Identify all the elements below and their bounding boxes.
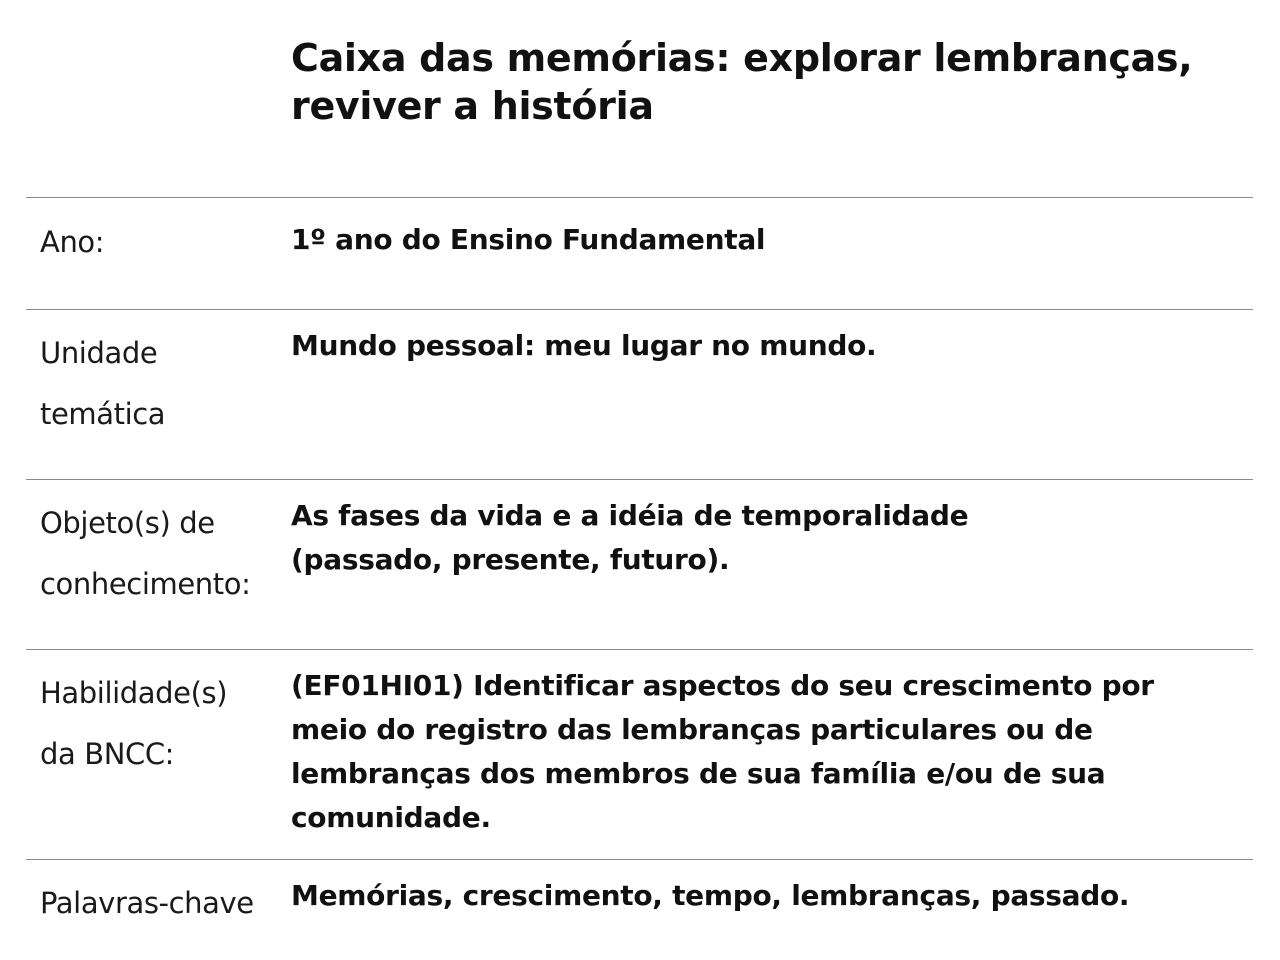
row-label	[40, 493, 280, 615]
label-line: Palavras-chave	[40, 886, 254, 920]
label-line: Objeto(s) de	[40, 506, 215, 540]
row-objetos-de-conhecimento	[26, 479, 1253, 650]
row-unidade-tematica	[26, 309, 1253, 480]
label-line: conhecimento:	[40, 567, 251, 601]
row-palavras-chave	[26, 859, 1253, 960]
value-line: meio do registro das lembranças particulares ou de	[291, 713, 1093, 746]
value-line: (passado, presente, futuro).	[291, 543, 730, 576]
value-line: (EF01HI01) Identificar aspectos do seu crescimento por	[291, 669, 1154, 702]
value-line: As fases da vida e a idéia de temporalidade	[291, 499, 969, 532]
row-value	[291, 324, 1241, 368]
value-line: comunidade.	[291, 801, 491, 834]
row-habilidades-bncc	[26, 649, 1253, 860]
row-value	[291, 218, 1241, 262]
label-line: Habilidade(s)	[40, 676, 228, 710]
value-line: 1º ano do Ensino Fundamental	[291, 223, 766, 256]
title-line: reviver a história	[291, 84, 654, 128]
row-label	[40, 212, 280, 273]
label-line: da BNCC:	[40, 737, 175, 771]
row-value	[291, 874, 1241, 918]
row-label	[40, 663, 280, 785]
row-value	[291, 494, 1241, 582]
value-line: lembranças dos membros de sua família e/ou de sua	[291, 757, 1106, 790]
row-label	[40, 323, 280, 445]
row-value	[291, 664, 1241, 840]
row-label	[40, 873, 280, 934]
row-ano	[26, 197, 1253, 310]
title-line: Caixa das memórias: explorar lembranças,	[291, 36, 1193, 80]
value-line: Memórias, crescimento, tempo, lembranças, passado.	[291, 879, 1130, 912]
label-line: Unidade	[40, 336, 158, 370]
document-title	[291, 34, 1251, 130]
label-line: temática	[40, 397, 166, 431]
label-line: Ano:	[40, 225, 105, 259]
value-line: Mundo pessoal: meu lugar no mundo.	[291, 329, 877, 362]
